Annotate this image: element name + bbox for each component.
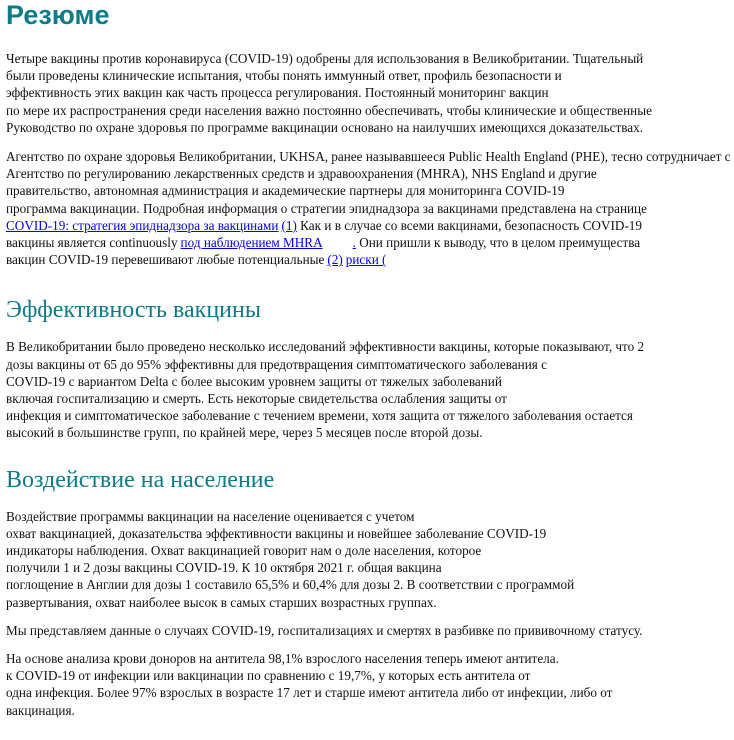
text-line: включая госпитализацию и смерть. Есть некоторые свидетельства ослабления защиты от <box>6 391 507 407</box>
reference-2-link[interactable]: (2) <box>327 252 343 268</box>
mhra-dot-link[interactable]: . <box>352 235 356 251</box>
text-line: были проведены клинические испытания, чтобы понять иммунный ответ, профиль безопасности и <box>6 68 562 84</box>
text-line: COVID-19 с вариантом Delta с более высоким уровнем защиты от тяжелых заболеваний <box>6 373 502 389</box>
text-line: охват вакцинацией, доказательства эффективности вакцины и новейшее заболевание COVID-19 <box>6 525 547 541</box>
surveillance-strategy-link[interactable]: COVID-19: стратегия эпиднадзора за вакцинами <box>6 217 279 233</box>
text-line: Четыре вакцины против коронавируса (COVID-19) одобрены для использования в Великобритании. Тщательный <box>6 51 644 66</box>
text-line: высокий в большинстве групп, по крайней мере, через 5 месяцев после второй дозы. <box>6 425 483 441</box>
text-line: по мере их распространения среди населения важно постоянно обеспечивать, чтобы клинические и общественные <box>6 102 652 118</box>
text-line: Агентство по охране здоровья Великобритании, UKHSA, ранее называвшееся Public Health England (PHE), тесно сотрудничает с <box>6 149 731 165</box>
summary-heading: Резюме <box>6 0 110 30</box>
line-8: вакцин COVID-19 перевешивают любые потенциальные (2) риски ( <box>6 252 387 268</box>
line-7: вакцины является continuously под наблюдением MHRA . Они пришли к выводу, что в целом преимущества <box>6 235 641 251</box>
summary-paragraph-1 <box>6 50 728 136</box>
text-line: развертывания, охват наиболее высок в самых старших возрастных группах. <box>6 594 437 610</box>
impact-paragraph-3 <box>6 650 728 719</box>
text-line: Руководство по охране здоровья по программе вакцинации основано на наилучших имеющихся доказательствах. <box>6 119 644 135</box>
impact-paragraph-1 <box>6 508 728 611</box>
effectiveness-paragraph <box>6 338 728 441</box>
line-6: COVID-19: стратегия эпиднадзора за вакцинами (1) Как и в случае со всеми вакцинами, безопасность COVID-19 <box>6 217 642 233</box>
impact-paragraph-2 <box>6 622 728 639</box>
text-line: В Великобритании было проведено несколько исследований эффективности вакцины, которые показывают, что 2 <box>6 339 645 355</box>
impact-heading: Воздействие на население <box>6 466 275 493</box>
mhra-monitoring-link[interactable]: под наблюдением MHRA <box>180 235 323 251</box>
text-line: программа вакцинации. Подробная информация о стратегии эпиднадзора за вакцинами представлена на странице <box>6 200 647 216</box>
text-line: инфекция и симптоматическое заболевание с течением времени, хотя защита от тяжелого заболевания остается <box>6 408 633 424</box>
text-line: На основе анализа крови доноров на антитела 98,1% взрослого населения теперь имеют антитела. <box>6 651 559 667</box>
risks-link[interactable]: риски ( <box>345 252 387 268</box>
text-line: вакцинация. <box>6 702 75 718</box>
text-line: поглощение в Англии для дозы 1 составило 65,5% и 60,4% для дозы 2. В соответствии с программой <box>6 577 575 593</box>
text-line: получили 1 и 2 дозы вакцины COVID-19. К 10 октября 2021 г. общая вакцина <box>6 560 442 576</box>
text-line: эффективность этих вакцин как часть процесса регулирования. Постоянный мониторинг вакцин <box>6 85 549 101</box>
text-line: индикаторы наблюдения. Охват вакцинацией говорит нам о доле населения, которое <box>6 543 482 559</box>
text-line: Мы представляем данные о случаях COVID-19, госпитализациях и смертях в разбивке по прививочному статусу. <box>6 622 643 638</box>
text-line: дозы вакцины от 65 до 95% эффективны для предотвращения симптоматического заболевания с <box>6 356 547 372</box>
text-line: Агентство по регулированию лекарственных средств и здравоохранения (MHRA), NHS England и другие <box>6 166 597 182</box>
text-line: к COVID-19 от инфекции или вакцинации по сравнению с 19,7%, у которых есть антитела от <box>6 668 531 684</box>
text-line: Воздействие программы вакцинации на население оценивается с учетом <box>6 508 415 524</box>
summary-paragraph-2 <box>6 148 731 268</box>
text-line: правительство, автономная администрация и академические партнеры для мониторинга COVID-19 <box>6 183 565 199</box>
effectiveness-heading: Эффективность вакцины <box>6 297 261 324</box>
reference-1-link[interactable]: (1) <box>281 217 297 233</box>
text-line: одна инфекция. Более 97% взрослых в возрасте 17 лет и старше имеют антитела либо от инфекции, либо от <box>6 685 613 701</box>
